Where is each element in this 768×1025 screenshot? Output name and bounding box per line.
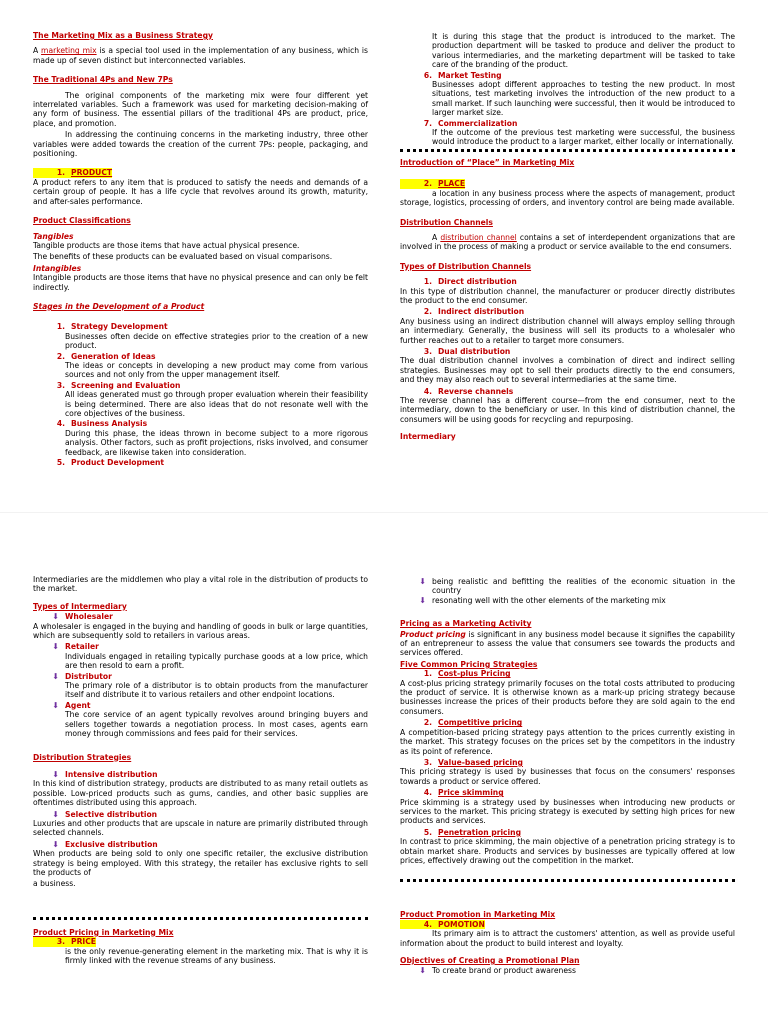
- page2-left-column: [33, 575, 368, 966]
- traditional-paragraph-2: In addressing the continuing concerns in the marketing industry, three other variables were added towards the creation of the current 7Ps: people, packaging, and positioning.: [33, 130, 368, 159]
- dotted-divider: [400, 149, 735, 152]
- place-label: 2. PLACE: [400, 179, 735, 188]
- channel-type-text: The dual distribution channel involves a combination of direct and indirect selling strategies. Businesses may opt to sell their products directly to the end consumers, and they may also reach out to several intermediaries at the same time.: [400, 356, 735, 385]
- section-heading-distribution-channels: Distribution Channels: [400, 217, 493, 227]
- channel-type-text: The reverse channel has a different course—from the end consumer, next to the intermediary, down to the beneficiary or user. In this kind of distribution channel, the consumers will be using goods for recycling and repurposing.: [400, 396, 735, 424]
- arrow-bullet-icon: ⬇: [52, 839, 59, 849]
- stage-item: 6. Market Testing: [423, 70, 502, 80]
- section-heading-distribution-strategies: Distribution Strategies: [33, 752, 132, 762]
- pricing-strategy-text: In contrast to price skimming, the main objective of a penetration pricing strategy is to obtain market share. Products and services by businesses are typically offered at low prices, effectively drawing out the competition in the market.: [400, 837, 735, 865]
- intermediary-text: A wholesaler is engaged in the buying and handling of goods in bulk or large quantities, which are subsequently sold to retailers in various areas.: [33, 621, 368, 641]
- intro-paragraph: A marketing mix is a special tool used in the implementation of any business, which is made up of seven distinct but interconnected variables.: [33, 46, 368, 65]
- channel-type-text: In this type of distribution channel, the manufacturer or producer directly distributes the product to the end consumer.: [400, 286, 735, 305]
- product-label: 1. PRODUCT: [33, 168, 368, 177]
- stage5-continuation: It is during this stage that the product is introduced to the market. The production department will be tasked to produce and deliver the product to various intermediaries, and the marketing department will be tasked to take care of the branding of the product.: [432, 32, 735, 70]
- stage-item: 4. Business Analysis: [56, 419, 148, 429]
- pricing-strategy-text: This pricing strategy is used by businesses that focus on the consumers' responses towards a product or service offered.: [400, 767, 735, 786]
- intermediary-item: ⬇ Retailer: [33, 642, 368, 651]
- intermediary-item: ⬇ Agent: [33, 701, 368, 710]
- intermediary-item: ⬇ Wholesaler: [33, 612, 368, 621]
- price-definition: is the only revenue-generating element in the marketing mix. That is why it is firmly linked with the revenue streams of any business.: [65, 946, 368, 965]
- stage-item: 2. Generation of Ideas: [56, 351, 156, 361]
- intermediary-text: Individuals engaged in retailing typically purchase goods at a low price, which are then resold to earn a profit.: [65, 651, 368, 671]
- arrow-bullet-icon: ⬇: [419, 577, 426, 586]
- arrow-bullet-icon: ⬇: [52, 700, 59, 710]
- traditional-paragraph-1: The original components of the marketing mix were four different yet interrelated variables. Such a framework was used for marketing decision-making of any form of business. The essential pillars of the traditional 4Ps are product, price, place, and promotion.: [33, 90, 368, 128]
- section-heading-marketing-mix: The Marketing Mix as a Business Strategy: [33, 31, 213, 40]
- section-heading-product-pricing: Product Pricing in Marketing Mix: [33, 927, 174, 937]
- section-heading-pricing-activity: Pricing as a Marketing Activity: [400, 619, 532, 629]
- section-heading-intermediary-types: Types of Intermediary: [33, 601, 127, 611]
- tangibles-label: Tangibles: [33, 231, 74, 241]
- channel-type-item: 4. Reverse channels: [423, 386, 514, 396]
- strategy-item: ⬇ Intensive distribution: [33, 770, 368, 779]
- pricing-strategy-item: 1. Cost-plus Pricing: [423, 669, 511, 679]
- intangibles-label: Intangibles: [33, 263, 82, 273]
- arrow-bullet-icon: ⬇: [419, 966, 426, 976]
- arrow-bullet-icon: ⬇: [52, 769, 59, 779]
- promotion-definition: Its primary aim is to attract the customers' attention, as well as provide useful information about the product to build interest and loyalty.: [400, 929, 735, 948]
- section-heading-place: Introduction of “Place” in Marketing Mix: [400, 157, 575, 167]
- intermediary-text: The core service of an agent typically revolves around bringing buyers and sellers together towards a negotiation process. In most cases, agents earn money through commissions and fees paid for their services.: [65, 710, 368, 739]
- document-page-1: [0, 0, 768, 512]
- dotted-divider: [33, 917, 368, 920]
- stage-item: 1. Strategy Development: [56, 322, 168, 332]
- section-heading-channel-types: Types of Distribution Channels: [400, 261, 532, 271]
- intangibles-text: Intangible products are those items that have no physical presence and can only be felt indirectly.: [33, 273, 368, 292]
- intermediary-heading: Intermediary: [400, 432, 456, 442]
- stage-item: 5. Product Development: [56, 458, 165, 468]
- section-heading-product-classifications: Product Classifications: [33, 216, 131, 226]
- channel-type-item: 3. Dual distribution: [423, 346, 511, 356]
- pricing-strategy-text: Price skimming is a strategy used by businesses when introducing new products or services to the market. This pricing strategy is executed by setting high prices for new products and services.: [400, 797, 735, 826]
- channel-type-item: 1. Direct distribution: [423, 277, 517, 287]
- section-heading-five-strategies: Five Common Pricing Strategies: [400, 659, 538, 669]
- stage-text: The ideas or concepts in developing a new product may come from various sources and not only from the upper management itself.: [65, 360, 368, 380]
- tangibles-text-1: Tangible products are those items that have actual physical presence.: [33, 240, 300, 250]
- objective-item: ⬇ To create brand or product awareness: [400, 966, 735, 975]
- pricing-activity-paragraph: Product pricing is significant in any business model because it signifies the capability of an entrepreneur to assess the value that consumers see towards the products and services offered.: [400, 629, 735, 658]
- tangibles-text-2: The benefits of these products can be evaluated based on visual comparisons.: [33, 252, 333, 262]
- intermediary-item: ⬇ Distributor: [33, 672, 368, 681]
- stage-text: During this phase, the ideas thrown in become subject to a more rigorous analysis. Other factors, such as profit projections, risks involved, and consumer feedback, are likewise taken into consideration.: [65, 428, 368, 457]
- channels-paragraph: A distribution channel contains a set of interdependent organizations that are involved in the process of making a product or service available to the end consumers.: [400, 232, 736, 252]
- section-heading-traditional-4ps: The Traditional 4Ps and New 7Ps: [33, 75, 173, 85]
- page2-right-column: [400, 577, 735, 976]
- arrow-bullet-icon: ⬇: [52, 612, 59, 622]
- strategy-text: Luxuries and other products that are upscale in nature are primarily distributed through selected channels.: [33, 818, 368, 838]
- pricing-bullet: ⬇ being realistic and befitting the realities of the economic situation in the country: [400, 577, 735, 596]
- strategy-item: ⬇ Selective distribution: [33, 810, 368, 819]
- strategy-text: When products are being sold to only one specific retailer, the exclusive distribution strategy is being employed. With this strategy, the retailer has exclusive rights to sell the products of: [33, 849, 368, 877]
- stage-item: 7. Commercialization: [423, 118, 518, 128]
- intermediary-text: The primary role of a distributor is to obtain products from the manufacturer itself and distribute it to various retailers and other endpoint locations.: [65, 681, 368, 700]
- arrow-bullet-icon: ⬇: [52, 809, 59, 819]
- strategy-item: ⬇ Exclusive distribution: [33, 840, 368, 849]
- page1-left-column: [33, 31, 368, 467]
- pricing-strategy-text: A cost-plus pricing strategy primarily focuses on the total costs attributed to producing the product of service. It is otherwise known as a mark-up pricing strategy because businesses increase the prices of their products before they are sold again to the end consumers.: [400, 678, 735, 716]
- stage-text: Businesses adopt different approaches to testing the new product. In most situations, test marketing involves the introduction of the new product to a small market. If such launching were successful, then it would be introduced to larger market size.: [432, 80, 735, 118]
- arrow-bullet-icon: ⬇: [52, 671, 59, 681]
- pricing-strategy-item: 3. Value-based pricing: [423, 757, 523, 767]
- channel-type-text: Any business using an indirect distribution channel will always employ selling through an intermediary. Generally, the business will sell its products to a wholesaler who further reaches out to a retailer to target more consumers.: [400, 316, 735, 345]
- price-label: 3. PRICE: [33, 937, 368, 946]
- section-heading-promotional-objectives: Objectives of Creating a Promotional Plan: [400, 956, 580, 965]
- section-heading-stages: Stages in the Development of a Product: [33, 301, 205, 311]
- dotted-divider: [400, 879, 735, 882]
- pricing-strategy-item: 5. Penetration pricing: [423, 827, 522, 837]
- pricing-bullet: ⬇ resonating well with the other elements of the marketing mix: [400, 596, 735, 605]
- stages-list: [33, 322, 368, 467]
- stage-text: Businesses often decide on effective strategies prior to the creation of a new product.: [65, 331, 368, 351]
- product-definition: A product refers to any item that is produced to satisfy the needs and demands of a certain group of people. It has a life cycle that revolves around its growth, maturity, and after-sales performance.: [33, 177, 368, 206]
- stage-item: 3. Screening and Evaluation: [56, 380, 181, 390]
- page1-right-column: [400, 32, 735, 442]
- stage-text: If the outcome of the previous test marketing were successful, the business would introduce the product to a larger market, either locally or internationally.: [432, 128, 735, 147]
- pricing-strategy-text: A competition-based pricing strategy pays attention to the prices currently existing in the market. This strategy focuses on the prices set by the competitors in the industry as its point of reference.: [400, 727, 735, 756]
- intermediary-definition: Intermediaries are the middlemen who play a vital role in the distribution of products to the market.: [33, 575, 368, 594]
- arrow-bullet-icon: ⬇: [419, 595, 426, 605]
- arrow-bullet-icon: ⬇: [52, 642, 59, 652]
- strategy-text: In this kind of distribution strategy, products are distributed to as many retail outlets as possible. Low-priced products such as gums, candies, and other basic supplies are oftentimes distributed using this approach.: [33, 779, 368, 808]
- promotion-label: 4. POMOTION: [400, 920, 735, 929]
- pricing-strategy-item: 2. Competitive pricing: [423, 718, 523, 728]
- marketing-mix-link[interactable]: marketing mix: [41, 46, 97, 56]
- stage-text: All ideas generated must go through proper evaluation wherein their feasibility is being determined. There are also ideas that do not resonate well with the core objectives of the business.: [65, 390, 368, 418]
- document-page-2: [0, 512, 768, 1025]
- strategy-text-continuation: a business.: [33, 879, 76, 889]
- place-definition: a location in any business process where the aspects of management, product storage, logistics, processing of orders, and inventory control are being made available.: [400, 188, 735, 208]
- distribution-channel-link[interactable]: distribution channel: [440, 232, 517, 242]
- pricing-strategy-item: 4. Price skimming: [423, 788, 504, 798]
- section-heading-product-promotion: Product Promotion in Marketing Mix: [400, 910, 556, 920]
- channel-type-item: 2. Indirect distribution: [423, 307, 525, 317]
